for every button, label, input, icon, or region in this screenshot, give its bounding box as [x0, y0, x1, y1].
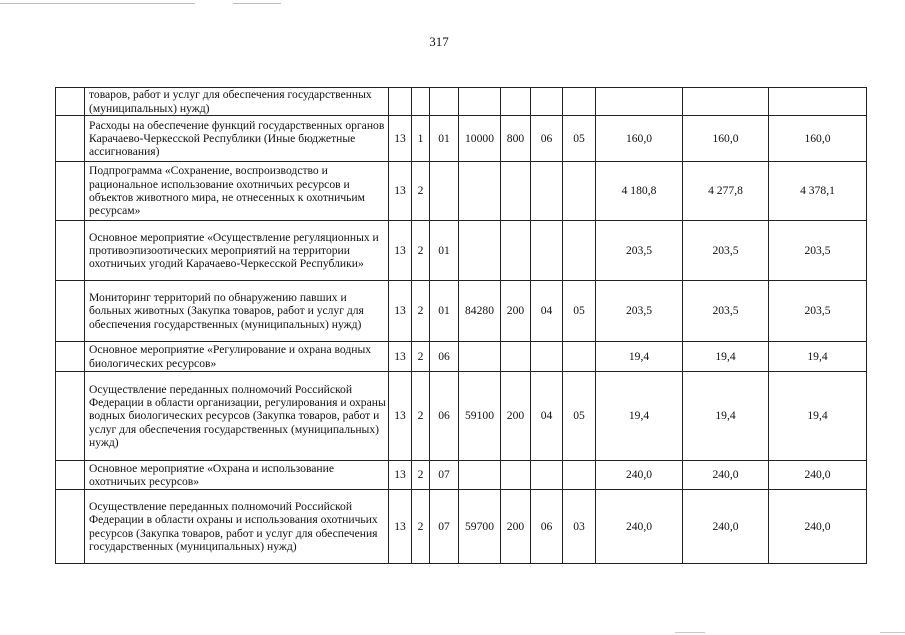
sum-year-2-cell: 19,4 — [683, 372, 769, 461]
sum-year-2-cell: 203,5 — [683, 221, 769, 281]
code-target-cell: 84280 — [459, 281, 501, 342]
row-name-cell: Основное мероприятие «Осуществление регуляционных и противоэпизоотических мероприятий на территории охотничьих угодий Карачаево-Черкесской Республики» — [85, 221, 389, 281]
sum-year-3-cell: 240,0 — [769, 461, 867, 490]
code-subprogram-cell — [430, 88, 459, 116]
code-subsection-cell — [563, 88, 596, 116]
code-target-cell: 59100 — [459, 372, 501, 461]
code-expense-type-cell: 200 — [501, 372, 531, 461]
code-expense-type-cell — [501, 461, 531, 490]
row-blank-cell — [56, 221, 85, 281]
row-blank-cell — [56, 116, 85, 162]
code-ministry-cell: 13 — [389, 342, 412, 372]
code-section-cell — [531, 88, 563, 116]
sum-year-2-cell — [683, 88, 769, 116]
code-section-cell — [531, 162, 563, 221]
code-program-cell: 2 — [412, 162, 430, 221]
table-row — [56, 342, 867, 372]
code-ministry-cell: 13 — [389, 490, 412, 564]
code-subprogram-cell: 01 — [430, 116, 459, 162]
code-expense-type-cell — [501, 88, 531, 116]
row-blank-cell — [56, 162, 85, 221]
code-target-cell — [459, 221, 501, 281]
code-subsection-cell: 03 — [563, 490, 596, 564]
code-program-cell: 2 — [412, 281, 430, 342]
scan-edge-line — [675, 632, 705, 633]
code-section-cell — [531, 461, 563, 490]
sum-year-1-cell: 203,5 — [596, 281, 683, 342]
code-subsection-cell — [563, 162, 596, 221]
code-program-cell: 2 — [412, 372, 430, 461]
sum-year-3-cell: 4 378,1 — [769, 162, 867, 221]
sum-year-1-cell: 4 180,8 — [596, 162, 683, 221]
code-subprogram-cell: 07 — [430, 461, 459, 490]
sum-year-1-cell: 19,4 — [596, 372, 683, 461]
code-subsection-cell — [563, 342, 596, 372]
sum-year-2-cell: 240,0 — [683, 490, 769, 564]
row-blank-cell — [56, 281, 85, 342]
row-blank-cell — [56, 88, 85, 116]
sum-year-2-cell: 160,0 — [683, 116, 769, 162]
code-expense-type-cell: 200 — [501, 281, 531, 342]
code-ministry-cell: 13 — [389, 116, 412, 162]
sum-year-2-cell: 4 277,8 — [683, 162, 769, 221]
table-row — [56, 281, 867, 342]
row-name-cell: Расходы на обеспечение функций государственных органов Карачаево-Черкесской Республики (Иные бюджетные ассигнования) — [85, 116, 389, 162]
table-row — [56, 461, 867, 490]
scan-edge-line — [233, 3, 281, 4]
code-target-cell — [459, 162, 501, 221]
code-target-cell — [459, 88, 501, 116]
code-section-cell — [531, 221, 563, 281]
sum-year-2-cell: 240,0 — [683, 461, 769, 490]
budget-table — [55, 87, 867, 564]
row-name-cell: Подпрограмма «Сохранение, воспроизводство и рациональное использование охотничьих ресурсов и объектов животного мира, не отнесенных к охотничьим ресурсам» — [85, 162, 389, 221]
code-target-cell — [459, 342, 501, 372]
code-subprogram-cell: 01 — [430, 281, 459, 342]
sum-year-3-cell: 203,5 — [769, 221, 867, 281]
code-subsection-cell — [563, 221, 596, 281]
code-ministry-cell: 13 — [389, 162, 412, 221]
code-expense-type-cell: 200 — [501, 490, 531, 564]
code-program-cell: 2 — [412, 461, 430, 490]
row-blank-cell — [56, 372, 85, 461]
sum-year-1-cell: 240,0 — [596, 490, 683, 564]
code-subsection-cell: 05 — [563, 116, 596, 162]
code-program-cell: 2 — [412, 342, 430, 372]
sum-year-2-cell: 203,5 — [683, 281, 769, 342]
code-section-cell: 06 — [531, 490, 563, 564]
table-row — [56, 88, 867, 116]
code-subsection-cell — [563, 461, 596, 490]
scan-edge-line — [0, 3, 195, 4]
page-number: 317 — [429, 34, 449, 49]
code-subsection-cell: 05 — [563, 281, 596, 342]
code-expense-type-cell — [501, 162, 531, 221]
code-ministry-cell: 13 — [389, 281, 412, 342]
sum-year-3-cell: 19,4 — [769, 372, 867, 461]
sum-year-1-cell — [596, 88, 683, 116]
code-section-cell: 06 — [531, 116, 563, 162]
code-section-cell: 04 — [531, 281, 563, 342]
code-program-cell: 2 — [412, 221, 430, 281]
table-row — [56, 162, 867, 221]
row-name-cell: Основное мероприятие «Регулирование и охрана водных биологических ресурсов» — [85, 342, 389, 372]
code-expense-type-cell — [501, 342, 531, 372]
table-row — [56, 490, 867, 564]
sum-year-3-cell: 240,0 — [769, 490, 867, 564]
code-subprogram-cell: 06 — [430, 372, 459, 461]
sum-year-3-cell: 203,5 — [769, 281, 867, 342]
sum-year-1-cell: 160,0 — [596, 116, 683, 162]
sum-year-3-cell — [769, 88, 867, 116]
sum-year-3-cell: 160,0 — [769, 116, 867, 162]
sum-year-1-cell: 19,4 — [596, 342, 683, 372]
code-program-cell: 2 — [412, 490, 430, 564]
row-name-cell: Осуществление переданных полномочий Российской Федерации в области организации, регулирования и охраны водных биологических ресурсов (Закупка товаров, работ и услуг для обеспечения государственных (муниципальных) нужд) — [85, 372, 389, 461]
row-blank-cell — [56, 342, 85, 372]
code-subprogram-cell: 01 — [430, 221, 459, 281]
code-subsection-cell: 05 — [563, 372, 596, 461]
code-subprogram-cell — [430, 162, 459, 221]
row-blank-cell — [56, 461, 85, 490]
table-row — [56, 116, 867, 162]
row-name-cell: Мониторинг территорий по обнаружению павших и больных животных (Закупка товаров, работ и услуг для обеспечения государственных (муниципальных) нужд) — [85, 281, 389, 342]
code-target-cell — [459, 461, 501, 490]
sum-year-1-cell: 203,5 — [596, 221, 683, 281]
table-row — [56, 372, 867, 461]
budget-table-body — [56, 88, 867, 564]
row-name-cell: Основное мероприятие «Охрана и использование охотничьих ресурсов» — [85, 461, 389, 490]
row-name-cell: Осуществление переданных полномочий Российской Федерации в области охраны и использования охотничьих ресурсов (Закупка товаров, работ и услуг для обеспечения государственных (муниципальных) нужд) — [85, 490, 389, 564]
row-blank-cell — [56, 490, 85, 564]
code-ministry-cell: 13 — [389, 461, 412, 490]
code-expense-type-cell: 800 — [501, 116, 531, 162]
code-ministry-cell: 13 — [389, 221, 412, 281]
table-row — [56, 221, 867, 281]
code-subprogram-cell: 07 — [430, 490, 459, 564]
code-target-cell: 59700 — [459, 490, 501, 564]
code-section-cell — [531, 342, 563, 372]
scan-edge-line — [880, 632, 905, 633]
code-target-cell: 10000 — [459, 116, 501, 162]
row-name-cell: товаров, работ и услуг для обеспечения государственных (муниципальных) нужд) — [85, 88, 389, 116]
code-expense-type-cell — [501, 221, 531, 281]
code-section-cell: 04 — [531, 372, 563, 461]
code-ministry-cell — [389, 88, 412, 116]
sum-year-2-cell: 19,4 — [683, 342, 769, 372]
sum-year-3-cell: 19,4 — [769, 342, 867, 372]
sum-year-1-cell: 240,0 — [596, 461, 683, 490]
code-program-cell — [412, 88, 430, 116]
code-program-cell: 1 — [412, 116, 430, 162]
code-subprogram-cell: 06 — [430, 342, 459, 372]
code-ministry-cell: 13 — [389, 372, 412, 461]
